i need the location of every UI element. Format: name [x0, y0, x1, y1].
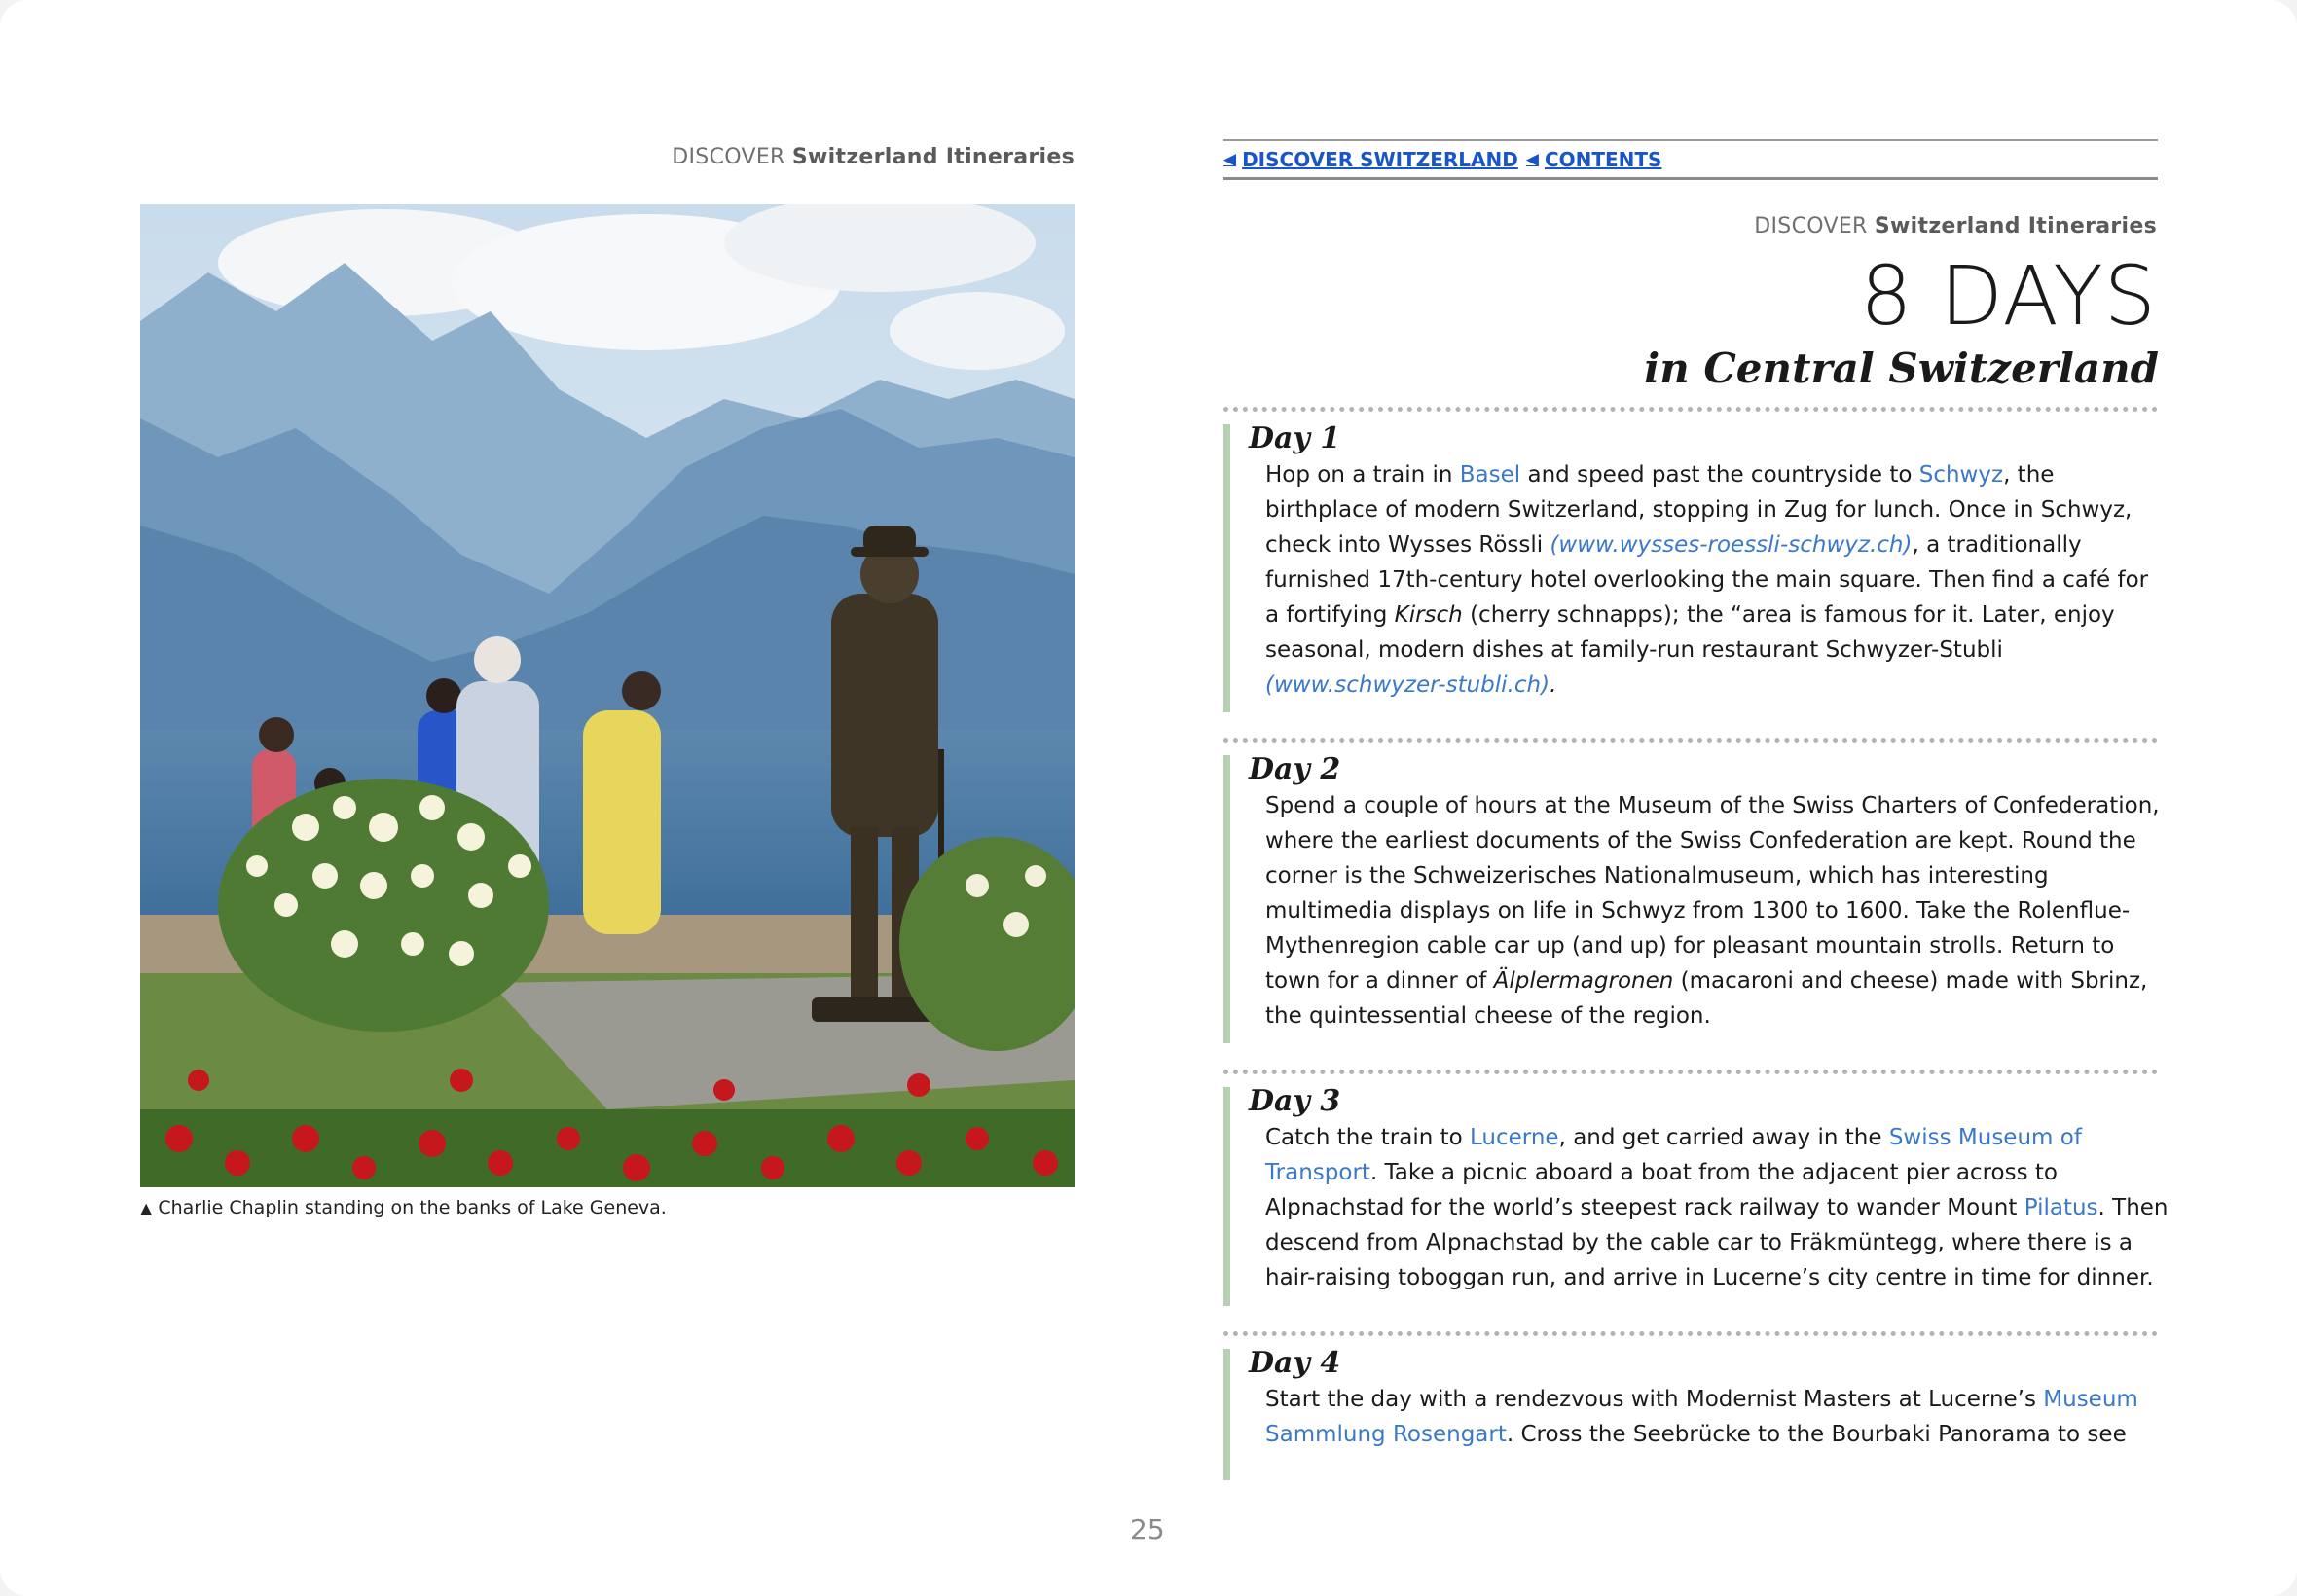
- day-description: [1265, 1382, 2141, 1452]
- text-line: [1265, 457, 2141, 492]
- text-segment: Älplermagronen: [1493, 968, 1674, 994]
- text-segment: . Cross the Seebrücke to the Bourbaki Panorama to see: [1506, 1422, 2127, 1447]
- back-arrow-icon: ◀: [1223, 149, 1237, 169]
- text-line: [1265, 893, 2141, 928]
- text-line: [1265, 1382, 2141, 1417]
- text-line: [1265, 1225, 2141, 1260]
- text-line: [1265, 527, 2141, 562]
- inline-link[interactable]: (www.schwyzer-stubli.ch): [1265, 672, 1550, 698]
- text-line: [1265, 1120, 2141, 1155]
- day-section: [1223, 421, 2158, 712]
- day-description: [1265, 788, 2160, 1034]
- text-line: [1265, 1417, 2141, 1452]
- inline-link[interactable]: Swiss Museum of: [1888, 1125, 2082, 1150]
- dotted-divider: [1223, 738, 2158, 743]
- text-segment: , a traditionally: [1912, 532, 2082, 558]
- day-accent-bar: [1223, 424, 1230, 712]
- day-accent-bar: [1223, 755, 1230, 1043]
- right-running-head: [1754, 214, 2157, 238]
- nav-link-label: CONTENTS: [1544, 147, 1662, 171]
- text-line: [1265, 1260, 2154, 1295]
- inline-link[interactable]: Transport: [1265, 1160, 1370, 1185]
- text-line: [1265, 823, 2141, 858]
- dotted-divider: [1223, 407, 2158, 412]
- running-head-section: DISCOVER: [672, 145, 785, 169]
- inline-link[interactable]: (www.wysses-roessli-schwyz.ch): [1550, 532, 1913, 558]
- text-segment: Mythenregion cable car up (and up) for pleasant mountain strolls. Return to: [1265, 933, 2115, 959]
- day-accent-bar: [1223, 1087, 1230, 1306]
- day-accent-bar: [1223, 1349, 1230, 1480]
- text-segment: birthplace of modern Switzerland, stopping in Zug for lunch. Once in Schwyz,: [1265, 497, 2133, 523]
- inline-link[interactable]: Pilatus: [2024, 1195, 2098, 1220]
- caption-text: Charlie Chaplin standing on the banks of Lake Geneva.: [158, 1197, 667, 1218]
- text-segment: Catch the train to: [1265, 1125, 1471, 1150]
- running-head-title: Switzerland Itineraries: [791, 145, 1075, 169]
- text-segment: Spend a couple of hours at the Museum of the Swiss Charters of Confederation,: [1265, 793, 2160, 818]
- nav-link-label: DISCOVER SWITZERLAND: [1242, 147, 1518, 171]
- text-segment: Start the day with a rendezvous with Modernist Masters at Lucerne’s: [1265, 1387, 2044, 1412]
- inline-link[interactable]: Museum: [2043, 1387, 2138, 1412]
- itinerary-title: 8 DAYS: [1860, 248, 2157, 344]
- text-line: [1265, 858, 2141, 893]
- itinerary-subtitle: in Central Switzerland: [1644, 345, 2159, 392]
- text-line: [1265, 963, 2148, 998]
- chaplin-statue-photo: [140, 204, 1075, 1187]
- text-segment: seasonal, modern dishes at family-run restaurant Schwyzer-Stubli: [1265, 637, 2003, 663]
- running-head-title: Switzerland Itineraries: [1874, 214, 2157, 238]
- day-title: Day 1: [1249, 421, 1341, 455]
- caption-triangle-icon: ▲: [140, 1199, 153, 1217]
- day-title: Day 4: [1249, 1346, 1341, 1380]
- contents-link[interactable]: [1526, 148, 1662, 171]
- discover-switzerland-link[interactable]: [1223, 148, 1518, 171]
- day-title: Day 3: [1249, 1084, 1341, 1118]
- text-segment: where the earliest documents of the Swiss Confederation are kept. Round the: [1265, 828, 2136, 853]
- text-segment: hair-raising toboggan run, and arrive in Lucerne’s city centre in time for dinner.: [1265, 1265, 2154, 1290]
- navigation-bar: [1223, 139, 2158, 180]
- text-segment: .: [1550, 672, 1557, 698]
- text-segment: furnished 17th-century hotel overlooking the main square. Then find a café for: [1265, 567, 2149, 593]
- text-line: [1265, 598, 2141, 633]
- text-segment: . Then: [2097, 1195, 2169, 1220]
- inline-link[interactable]: Schwyz: [1918, 462, 2004, 488]
- day-section: [1223, 752, 2160, 1043]
- text-segment: and speed past the countryside to: [1520, 462, 1919, 488]
- text-segment: town for a dinner of: [1265, 968, 1494, 994]
- day-title: Day 2: [1249, 752, 1341, 786]
- text-segment: . Take a picnic aboard a boat from the adjacent pier across to: [1369, 1160, 2058, 1185]
- inline-link[interactable]: Basel: [1459, 462, 1521, 488]
- text-line: [1265, 633, 2141, 668]
- text-segment: Hop on a train in: [1265, 462, 1460, 488]
- photo-caption: [140, 1197, 667, 1218]
- dotted-divider: [1223, 1331, 2158, 1336]
- text-segment: check into Wysses Rössli: [1265, 532, 1550, 558]
- text-line: [1265, 788, 2160, 823]
- back-arrow-icon: ◀: [1525, 149, 1539, 169]
- text-line: [1265, 1190, 2169, 1225]
- text-line: [1265, 492, 2141, 527]
- text-segment: , and get carried away in the: [1558, 1125, 1889, 1150]
- text-segment: descend from Alpnachstad by the cable car to Fräkmüntegg, where there is a: [1265, 1230, 2133, 1255]
- text-line: [1265, 1155, 2141, 1190]
- text-segment: (cherry schnapps); the “area is famous for it. Later, enjoy: [1462, 602, 2115, 628]
- running-head-section: DISCOVER: [1754, 214, 1868, 238]
- inline-link[interactable]: Lucerne: [1470, 1125, 1559, 1150]
- text-segment: a fortifying: [1265, 602, 1395, 628]
- day-section: [1223, 1084, 2169, 1306]
- text-segment: corner is the Schweizerisches Nationalmuseum, which has interesting: [1265, 863, 2049, 889]
- left-running-head: [672, 145, 1075, 169]
- text-segment: multimedia displays on life in Schwyz from 1300 to 1600. Take the Rolenflue-: [1265, 898, 2131, 924]
- inline-link[interactable]: Sammlung Rosengart: [1265, 1422, 1507, 1447]
- text-segment: Alpnachstad for the world’s steepest rack railway to wander Mount: [1265, 1195, 2024, 1220]
- day-description: [1265, 1120, 2169, 1295]
- text-segment: Kirsch: [1394, 602, 1463, 628]
- text-segment: (macaroni and cheese) made with Sbrinz,: [1673, 968, 2148, 994]
- dotted-divider: [1223, 1070, 2158, 1074]
- page-number: 25: [1130, 1513, 1165, 1545]
- text-line: [1265, 668, 2141, 703]
- text-segment: , the: [2003, 462, 2055, 488]
- day-section: [1223, 1346, 2158, 1480]
- text-line: [1265, 562, 2149, 598]
- text-line: [1265, 928, 2141, 963]
- text-segment: the quintessential cheese of the region.: [1265, 1003, 1711, 1029]
- day-description: [1265, 457, 2149, 703]
- text-line: [1265, 998, 2141, 1034]
